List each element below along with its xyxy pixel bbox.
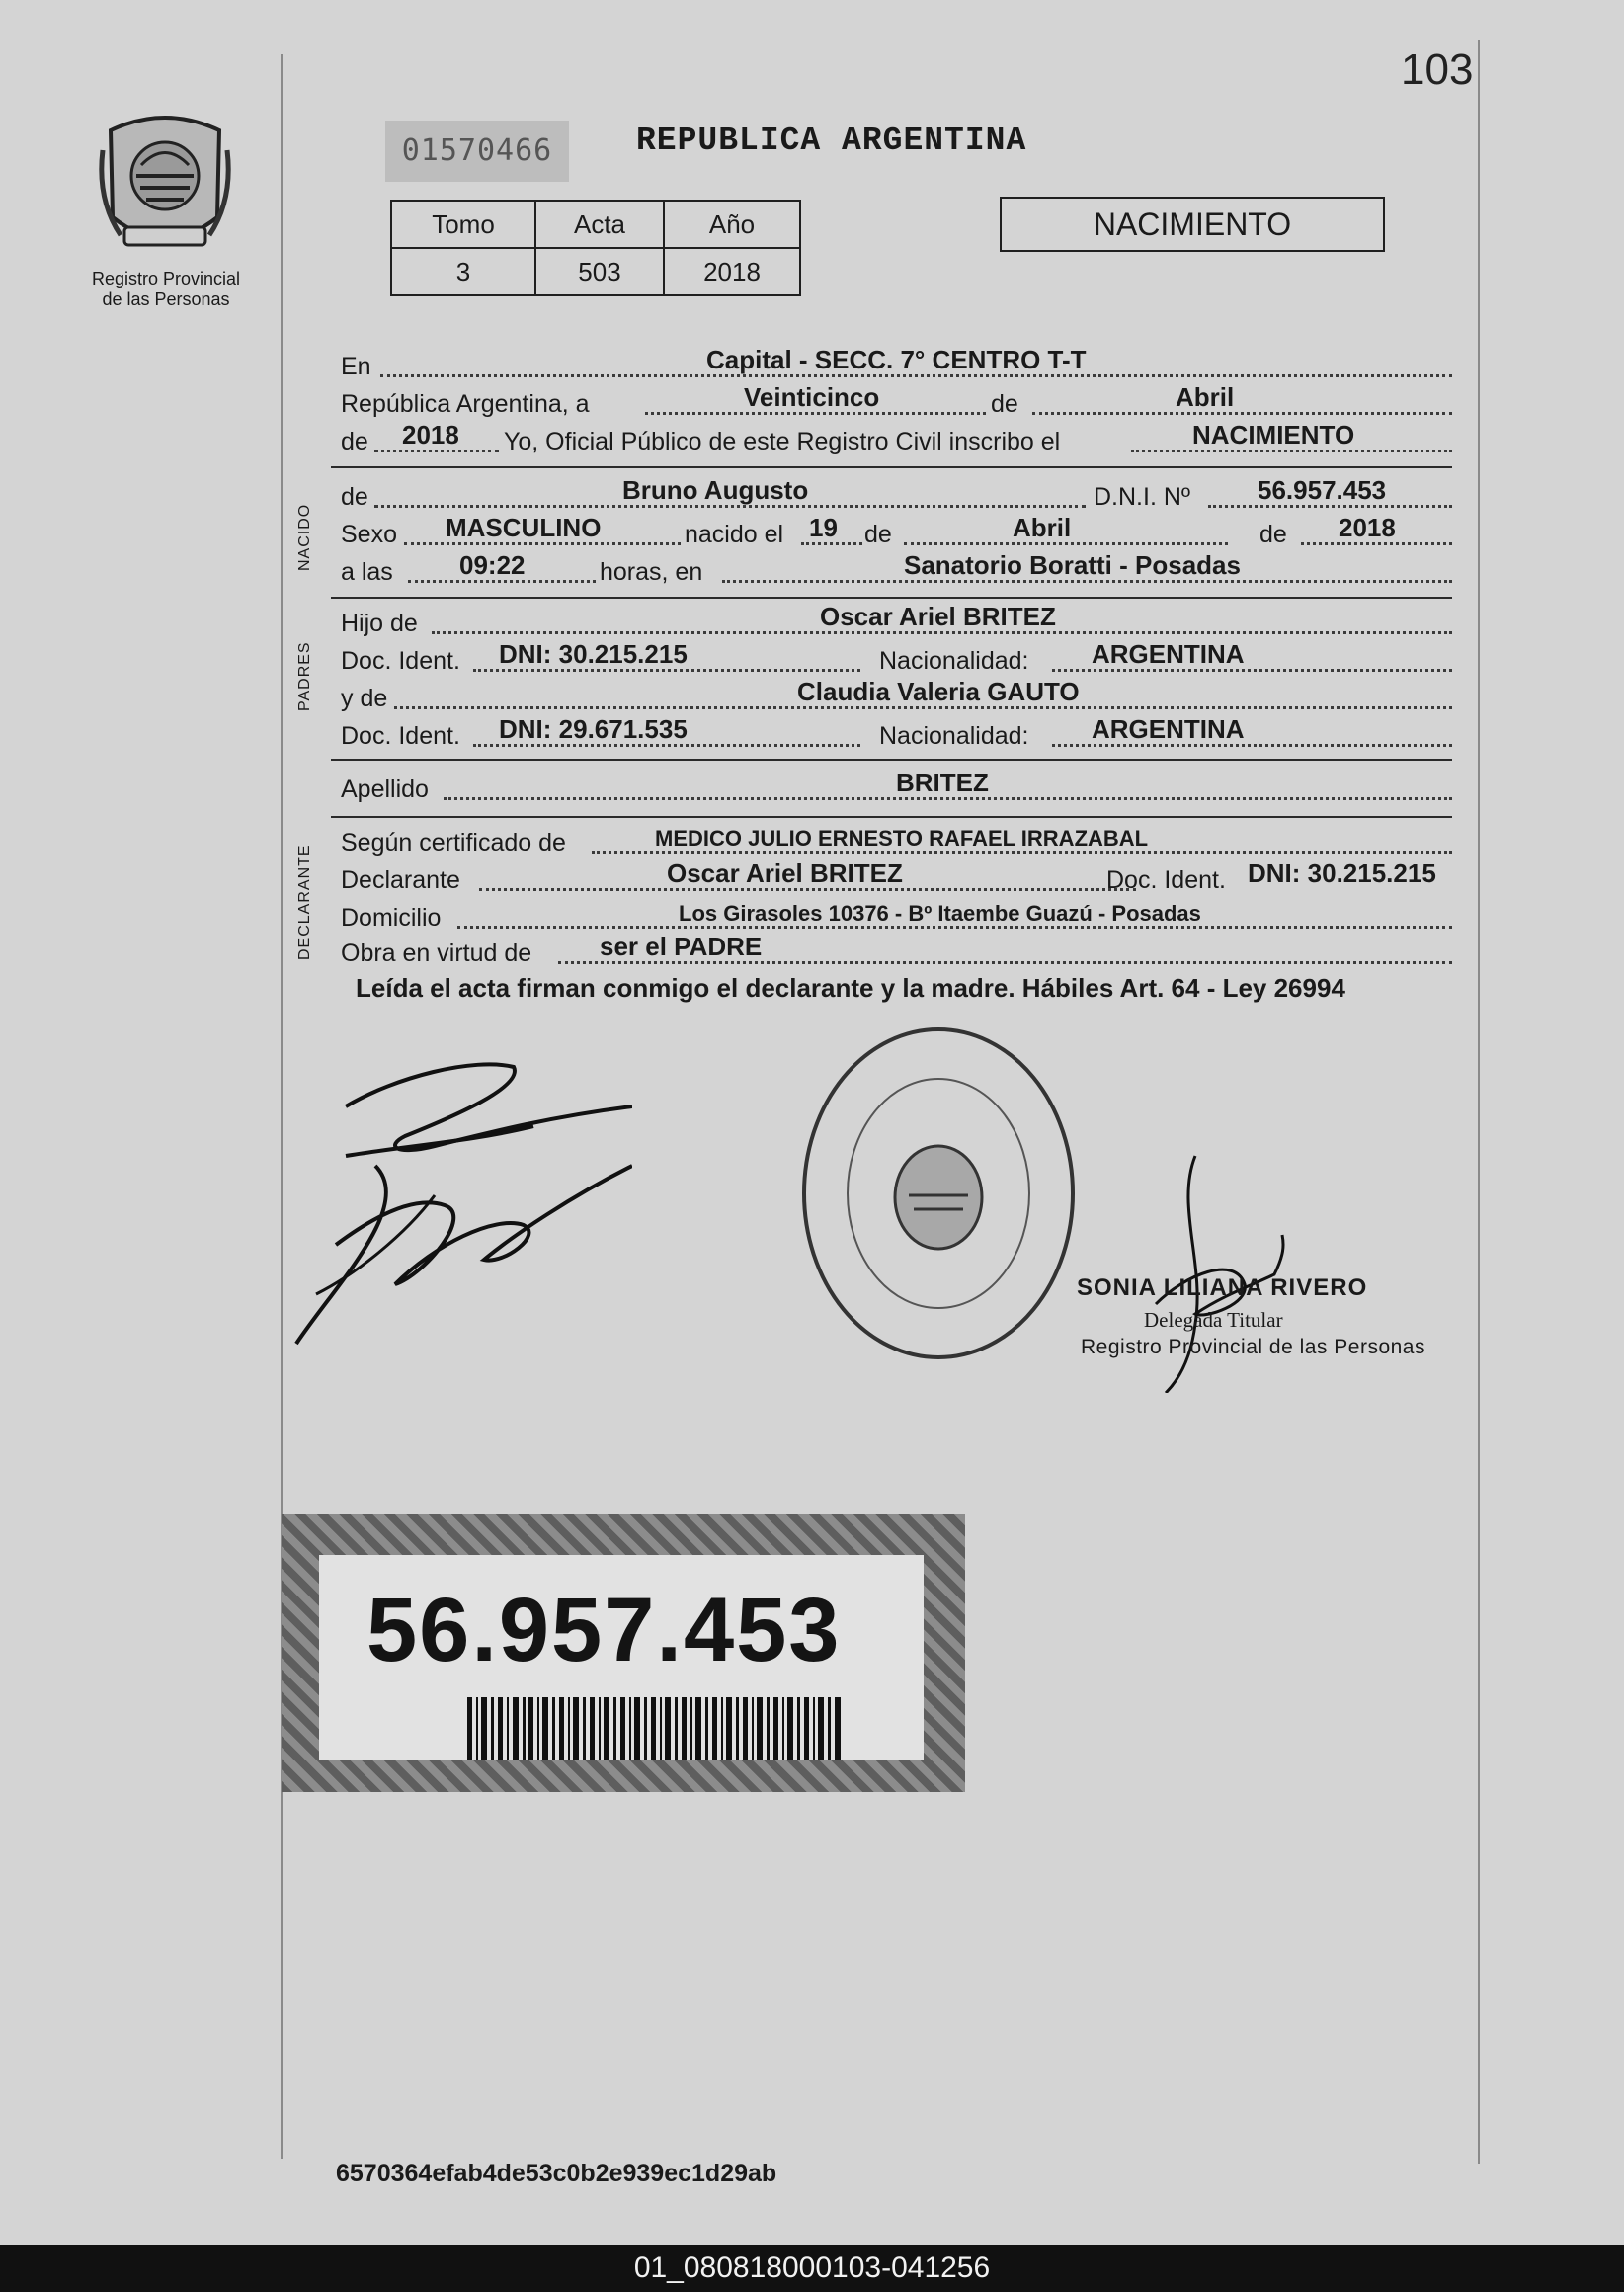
document-hash: 6570364efab4de53c0b2e939ec1d29ab	[336, 2160, 777, 2187]
mother-name-row	[341, 677, 1452, 713]
mother-doc-row	[341, 714, 1452, 751]
father-name-row	[341, 602, 1452, 638]
apellido-row	[341, 768, 1452, 804]
obra-label: Obra en virtud de	[341, 940, 532, 967]
father-name: Oscar Ariel BRITEZ	[820, 602, 1056, 631]
declarante-label: Declarante	[341, 866, 460, 894]
serial-stamp: 01570466	[385, 121, 569, 182]
doc-ident-label: Doc. Ident.	[1106, 866, 1226, 894]
father-nationality: ARGENTINA	[1092, 639, 1245, 669]
officer-name: SONIA LILIANA RIVERO	[1077, 1274, 1368, 1301]
domicilio-label: Domicilio	[341, 904, 442, 932]
obra-row	[341, 932, 1452, 968]
father-doc: DNI: 30.215.215	[499, 639, 688, 669]
signature-left-icon	[277, 1047, 632, 1363]
nacido-el-label: nacido el	[685, 521, 784, 548]
dni-label: D.N.I. Nº	[1094, 483, 1191, 511]
dotted-line	[1032, 412, 1452, 415]
birth-place: Sanatorio Boratti - Posadas	[904, 550, 1241, 580]
province-emblem-icon	[97, 111, 233, 265]
child-name: Bruno Augusto	[622, 475, 809, 505]
act-type-box: NACIMIENTO	[1000, 197, 1385, 252]
hijo-de-label: Hijo de	[341, 610, 418, 637]
de-label: de	[341, 428, 368, 455]
acta-table-value-row	[391, 248, 800, 295]
dni-sticker	[282, 1514, 965, 1792]
child-sex: MASCULINO	[446, 513, 602, 542]
dni-sticker-number: 56.957.453	[366, 1580, 842, 1680]
registration-day: Veinticinco	[744, 382, 880, 412]
declarante-name: Oscar Ariel BRITEZ	[667, 859, 903, 888]
officer-role: Delegada Titular	[1144, 1308, 1283, 1332]
birth-year: 2018	[1339, 513, 1396, 542]
nacido-birth-row	[341, 513, 1452, 549]
certificado-row	[341, 824, 1452, 858]
section-divider	[331, 466, 1452, 468]
acta-table-header-row	[391, 201, 800, 248]
registration-place: Capital - SECC. 7° CENTRO T-T	[706, 345, 1087, 374]
declarante-doc: DNI: 30.215.215	[1248, 859, 1436, 888]
acta-table-header-tomo: Tomo	[391, 201, 535, 248]
acta-table-value-ano: 2018	[664, 248, 800, 295]
section-label-nacido: NACIDO	[296, 503, 313, 571]
declarante-capacity: ser el PADRE	[600, 932, 763, 961]
dni-sticker-inner	[319, 1555, 924, 1760]
birth-time: 09:22	[459, 550, 526, 580]
nacionalidad-label: Nacionalidad:	[879, 647, 1029, 675]
acta-table	[390, 200, 801, 296]
y-de-label: y de	[341, 685, 388, 712]
registration-year: 2018	[402, 420, 459, 450]
de-label: de	[991, 390, 1018, 418]
mother-name: Claudia Valeria GAUTO	[797, 677, 1080, 706]
de-label: de	[864, 521, 892, 548]
section-label-padres: PADRES	[296, 641, 313, 711]
en-label: En	[341, 353, 371, 380]
registration-date-row	[341, 382, 1452, 419]
declarante-address: Los Girasoles 10376 - Bº Itaembe Guazú - Posadas	[679, 901, 1201, 926]
doc-ident-label: Doc. Ident.	[341, 722, 460, 750]
apellido-label: Apellido	[341, 776, 429, 803]
right-margin-rule	[1478, 40, 1480, 2164]
country-title: REPUBLICA ARGENTINA	[636, 123, 1027, 159]
certificado-label: Según certificado de	[341, 829, 566, 857]
section-label-declarante: DECLARANTE	[296, 844, 313, 960]
section-divider	[331, 597, 1452, 599]
nacionalidad-label: Nacionalidad:	[879, 722, 1029, 750]
birth-month: Abril	[1013, 513, 1072, 542]
certificate-value: MEDICO JULIO ERNESTO RAFAEL IRRAZABAL	[655, 826, 1149, 851]
barcode-icon	[467, 1697, 843, 1760]
registry-caption	[79, 269, 253, 310]
closing-text: Leída el acta firman conmigo el declarante y la madre. Hábiles Art. 64 - Ley 26994	[356, 973, 1345, 1003]
registration-month: Abril	[1176, 382, 1235, 412]
mother-nationality: ARGENTINA	[1092, 714, 1245, 744]
acta-table-value-tomo: 3	[391, 248, 535, 295]
inscribo-label: Yo, Oficial Público de este Registro Civil inscribo el	[504, 428, 1061, 455]
section-divider	[331, 759, 1452, 761]
declarante-row	[341, 861, 1452, 895]
acta-table-value-acta: 503	[535, 248, 664, 295]
acta-table-header-ano: Año	[664, 201, 800, 248]
republica-label: República Argentina, a	[341, 390, 590, 418]
sexo-label: Sexo	[341, 521, 397, 548]
mother-doc: DNI: 29.671.535	[499, 714, 688, 744]
doc-ident-label: Doc. Ident.	[341, 647, 460, 675]
registration-act: NACIMIENTO	[1192, 420, 1355, 450]
nacido-time-row	[341, 550, 1452, 587]
page-number: 103	[1401, 45, 1474, 94]
apellido-value: BRITEZ	[896, 768, 989, 797]
registry-caption-line-1: Registro Provincial	[91, 269, 241, 288]
scan-footer: 01_080818000103-041256	[0, 2245, 1624, 2292]
domicilio-row	[341, 899, 1452, 933]
horas-label: horas, en	[600, 558, 703, 586]
section-divider	[331, 816, 1452, 818]
official-seal-icon	[795, 1020, 1082, 1367]
acta-table-header-acta: Acta	[535, 201, 664, 248]
registration-year-row	[341, 420, 1452, 456]
a-las-label: a las	[341, 558, 393, 586]
nacido-name-row	[341, 475, 1452, 512]
registration-place-row	[341, 345, 1452, 381]
child-dni: 56.957.453	[1258, 475, 1387, 505]
officer-organization: Registro Provincial de las Personas	[1081, 1336, 1425, 1358]
birth-day: 19	[809, 513, 838, 542]
registry-caption-line-2: de las Personas	[102, 289, 230, 309]
father-doc-row	[341, 639, 1452, 676]
de-label: de	[1259, 521, 1287, 548]
de-label: de	[341, 483, 368, 511]
